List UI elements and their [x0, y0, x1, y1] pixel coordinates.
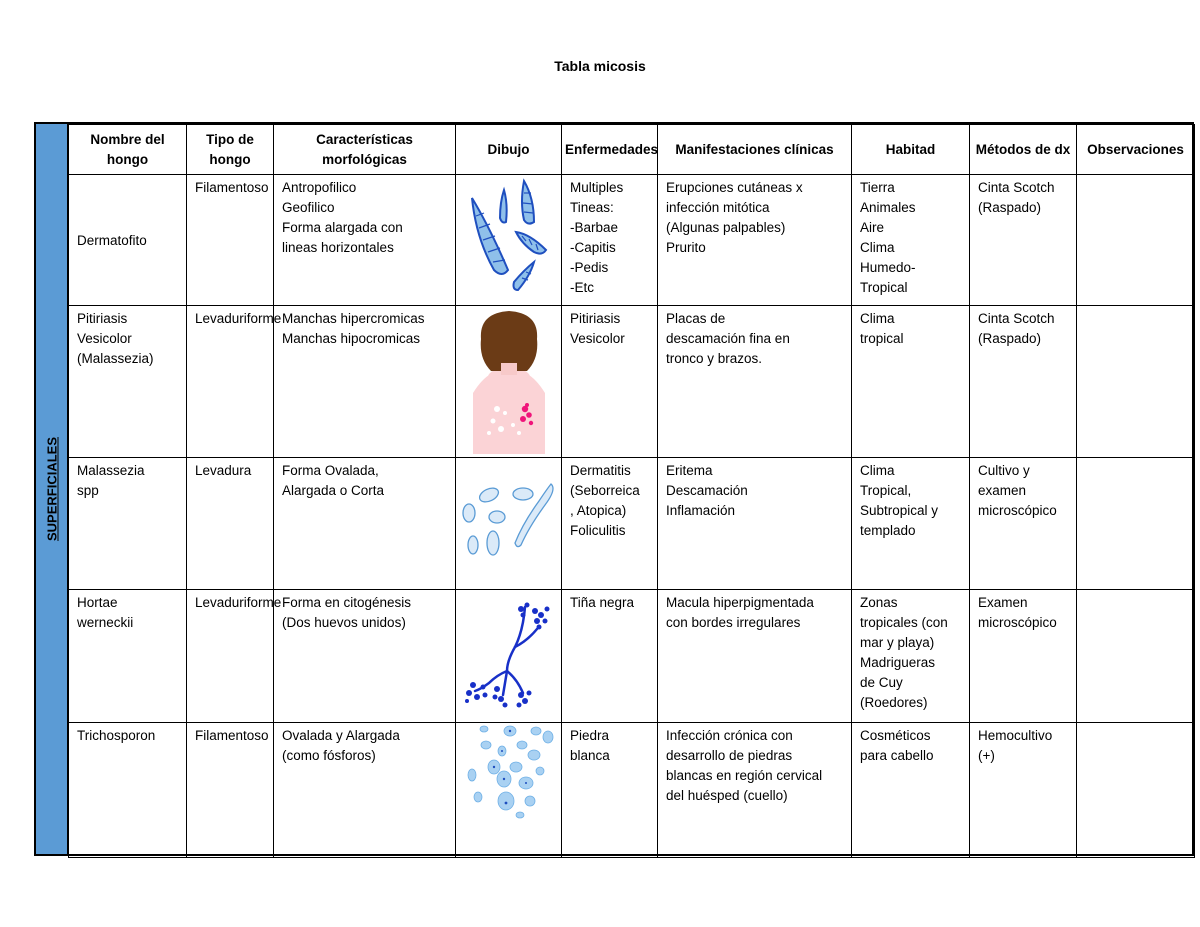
branching-hyphae-drawing-icon [463, 601, 555, 711]
table-row [69, 590, 1195, 723]
cell-enfermedades: Tiña negra [562, 590, 658, 723]
document-title: Tabla micosis [554, 58, 646, 74]
cell-metodos: Hemocultivo (+) [970, 723, 1077, 858]
cell-observaciones [1077, 723, 1195, 858]
cell-metodos: Cultivo y examen microscópico [970, 458, 1077, 590]
cell-dibujo [456, 458, 562, 590]
column-header: Tipo de hongo [187, 125, 274, 175]
cell-metodos: Examen microscópico [970, 590, 1077, 723]
cell-metodos: Cinta Scotch (Raspado) [970, 175, 1077, 306]
cell-dibujo [456, 175, 562, 306]
column-header: Enfermedades [562, 125, 658, 175]
table-row [69, 175, 1195, 306]
cell-caracteristicas: Ovalada y Alargada (como fósforos) [274, 723, 456, 858]
cell-tipo: Filamentoso [187, 723, 274, 858]
column-header: Manifestaciones clínicas [658, 125, 852, 175]
table-row [69, 723, 1195, 858]
cell-manifestaciones: Eritema Descamación Inflamación [658, 458, 852, 590]
column-header: Dibujo [456, 125, 562, 175]
cell-habitad: Cosméticos para cabello [852, 723, 970, 858]
cell-tipo: Levaduriforme [187, 306, 274, 458]
cell-caracteristicas: Manchas hipercromicas Manchas hipocromicas [274, 306, 456, 458]
column-header: Observaciones [1077, 125, 1195, 175]
cell-habitad: Clima Tropical, Subtropical y templado [852, 458, 970, 590]
cell-enfermedades: Pitiriasis Vesicolor [562, 306, 658, 458]
cell-observaciones [1077, 306, 1195, 458]
side-category-band [36, 124, 68, 854]
micosis-table-container [34, 122, 1194, 856]
cell-metodos: Cinta Scotch (Raspado) [970, 306, 1077, 458]
cell-tipo: Levadura [187, 458, 274, 590]
cell-tipo: Levaduriforme [187, 590, 274, 723]
cell-caracteristicas: Antropofilico Geofilico Forma alargada con lineas horizontales [274, 175, 456, 306]
cell-habitad: Tierra Animales Aire Clima Humedo- Tropical [852, 175, 970, 306]
cell-observaciones [1077, 175, 1195, 306]
cell-manifestaciones: Placas de descamación fina en tronco y brazos. [658, 306, 852, 458]
cell-tipo: Filamentoso [187, 175, 274, 306]
cell-manifestaciones: Erupciones cutáneas x infección mitótica (Algunas palpables) Prurito [658, 175, 852, 306]
cell-dibujo [456, 723, 562, 858]
side-category-label: SUPERFICIALES [44, 436, 59, 542]
cell-habitad: Clima tropical [852, 306, 970, 458]
column-header: Características morfológicas [274, 125, 456, 175]
cell-manifestaciones: Infección crónica con desarrollo de piedras blancas en región cervical del huésped (cuello) [658, 723, 852, 858]
cell-nombre: Hortae werneckii [69, 590, 187, 723]
patient-back-spots-drawing-icon [469, 309, 549, 454]
cell-enfermedades: Multiples Tineas: -Barbae -Capitis -Pedis -Etc [562, 175, 658, 306]
cell-nombre: Trichosporon [69, 723, 187, 858]
cell-nombre: Pitiriasis Vesicolor (Malassezia) [69, 306, 187, 458]
cell-manifestaciones: Macula hiperpigmentada con bordes irregulares [658, 590, 852, 723]
cell-dibujo [456, 306, 562, 458]
oval-yeast-cells-drawing-icon [459, 479, 559, 569]
arthroconidia-cells-drawing-icon [464, 723, 554, 823]
table-row [69, 458, 1195, 590]
cell-observaciones [1077, 590, 1195, 723]
cell-habitad: Zonas tropicales (con mar y playa) Madrigueras de Cuy (Roedores) [852, 590, 970, 723]
cell-nombre: Dermatofito [69, 175, 187, 306]
elongated-macroconidia-drawing-icon [464, 178, 554, 303]
column-header: Métodos de dx [970, 125, 1077, 175]
cell-nombre: Malassezia spp [69, 458, 187, 590]
cell-enfermedades: Dermatitis (Seborreica , Atopica) Foliculitis [562, 458, 658, 590]
column-header: Nombre del hongo [69, 125, 187, 175]
table-row [69, 306, 1195, 458]
cell-dibujo [456, 590, 562, 723]
column-header: Habitad [852, 125, 970, 175]
cell-caracteristicas: Forma Ovalada, Alargada o Corta [274, 458, 456, 590]
micosis-table [68, 124, 1195, 858]
cell-caracteristicas: Forma en citogénesis (Dos huevos unidos) [274, 590, 456, 723]
cell-enfermedades: Piedra blanca [562, 723, 658, 858]
cell-observaciones [1077, 458, 1195, 590]
table-header-row [69, 125, 1195, 175]
